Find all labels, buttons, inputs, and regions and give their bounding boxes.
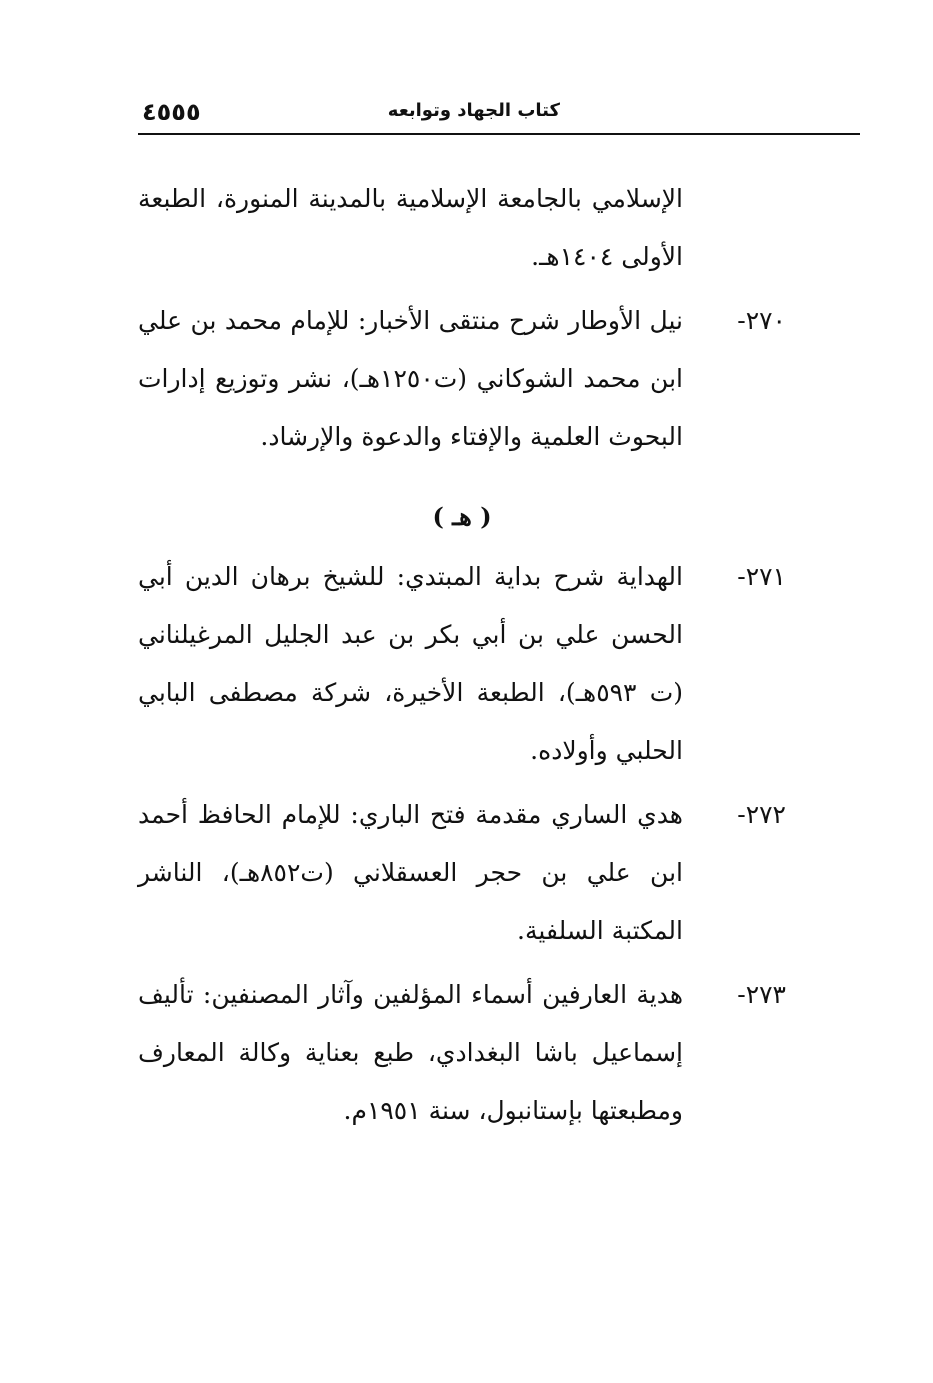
bibliography-entry-270 bbox=[138, 292, 786, 466]
bibliography-entry-273 bbox=[138, 966, 786, 1140]
entry-text: هدي الساري مقدمة فتح الباري: للإمام الحافظ أحمد ابن علي بن حجر العسقلاني (ت٨٥٢هـ)، الناشر المكتبة السلفية. bbox=[138, 800, 683, 945]
page-number: ٤٥٥٥ bbox=[142, 98, 201, 126]
section-heading: ( هـ ) bbox=[432, 502, 492, 531]
bibliography-entry-271 bbox=[138, 548, 786, 780]
entry-text: الهداية شرح بداية المبتدي: للشيخ برهان الدين أبي الحسن علي بن أبي بكر بن عبد الجليل المرغيلناني (ت ٥٩٣هـ)، الطبعة الأخيرة، شركة مصطفى البابي الحلبي وأولاده. bbox=[138, 562, 683, 765]
entry-number: ٢٧٣- bbox=[737, 980, 786, 1009]
entry-number: ٢٧٠- bbox=[737, 306, 786, 335]
running-title: كتاب الجهاد وتوابعه bbox=[387, 100, 560, 121]
entry-number: ٢٧٢- bbox=[737, 800, 786, 829]
entry-number: ٢٧١- bbox=[737, 562, 786, 591]
header-rule bbox=[138, 133, 860, 135]
page-header bbox=[138, 96, 860, 136]
entry-text: الإسلامي بالجامعة الإسلامية بالمدينة المنورة، الطبعة الأولى ١٤٠٤هـ. bbox=[138, 184, 683, 271]
bibliography-entry-272 bbox=[138, 786, 786, 960]
entry-text: نيل الأوطار شرح منتقى الأخبار: للإمام محمد بن علي ابن محمد الشوكاني (ت١٢٥٠هـ)، نشر وتوزيع إدارات البحوث العلمية والإفتاء والدعوة والإرشاد. bbox=[138, 306, 683, 451]
entry-text: هدية العارفين أسماء المؤلفين وآثار المصنفين: تأليف إسماعيل باشا البغدادي، طبع بعناية وكالة المعارف ومطبعتها بإستانبول، سنة ١٩٥١م. bbox=[138, 980, 683, 1125]
bibliography-list bbox=[138, 170, 786, 1140]
bibliography-entry-continuation bbox=[138, 170, 786, 286]
